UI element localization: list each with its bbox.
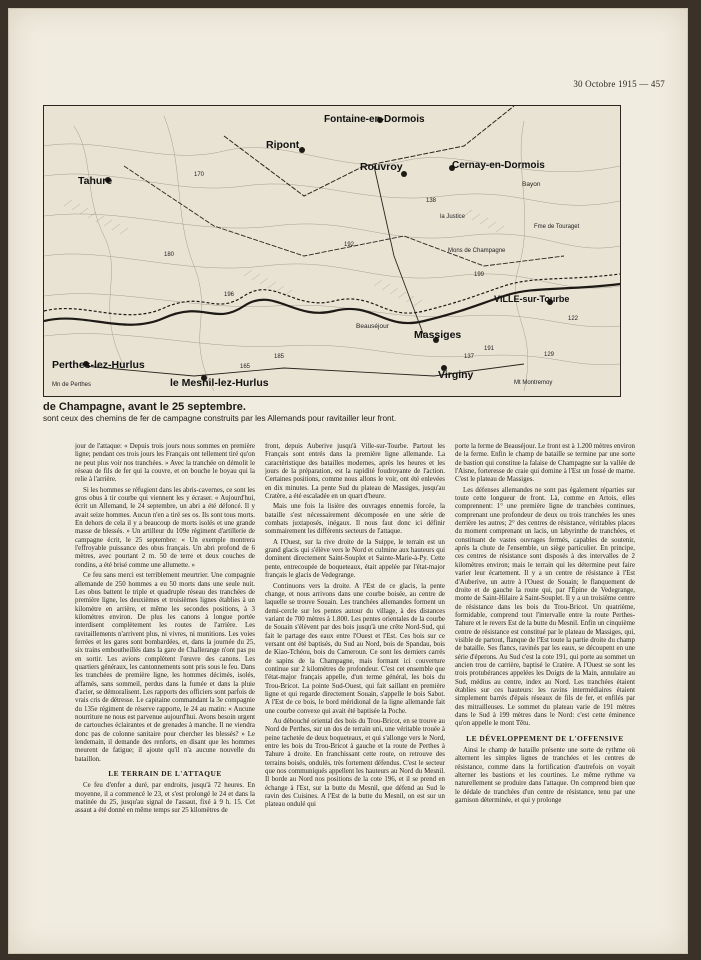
paragraph: Continuons vers la droite. A l'Est de ce glacis, la pente change, et nous arrivons dans une courbe boisée, au centre de laquelle se trouve Souain. Les tranchées allemandes forment un demi-cercle sur les pentes autour du village, à des distances variant de 700 mètres à 1.800. Les pentes orientales de la courbe de Souain s'élèvent par des bois jusqu'à une crête Nord-Sud, qui fait le partage des eaux entre l'Ouest et l'Est. Ces bois sur ce versant ont été baptisés, du Sud au Nord, bois de Spandau, bois de Kiao-Tchéou, bois du Cameroun. Ce sont les derniers carrés de sapins de la Champagne, mais formant ici couverture continue sur 2 kilomètres de profondeur. C'est cet ensemble que l'état-major français appelle, d'un terme général, les bois du Trou-Bricot. La pointe Sud-Ouest, qui fait saillant en première ligne et qui regarde directement Souain, s'appelle le bois Sabot. A l'Est de ce bois, le bord méridional de la ligne allemande fait une courbe convexe qui avait été baptisée la Poche. [265, 582, 445, 715]
paragraph: Mais une fois la lisière des ouvrages ennemis forcée, la bataille s'est nécessairement décomposée en une série de combats juxtaposés, inégaux. Il nous faut donc ici définir sommairement les différents secteurs de l'attaque. [265, 503, 445, 536]
article-columns [75, 443, 635, 943]
paragraph: front, depuis Auberive jusqu'à Ville-sur-Tourbe. Partout les Français sont entrés dans la première ligne allemande. La caractéristique des batailles modernes, après les heures et les jours de la préparation, est la rapidité foudroyante de l'action. Certaines positions, comme nous allons le voir, ont été enlevées en dix minutes. La pente Sud du plateau de Massiges, jusqu'au Cratère, a été escaladée en un quart d'heure. [265, 443, 445, 501]
section-heading: LE DÉVELOPPEMENT DE L'OFFENSIVE [466, 733, 624, 743]
spot-height: 170 [194, 172, 205, 178]
map-label-mesnil: le Mesnil-lez-Hurlus [170, 377, 269, 389]
article-column-3 [455, 443, 635, 943]
map-label-montremoy: Mt Montremoy [514, 380, 553, 386]
map-label-fontaine: Fontaine-en-Dormois [324, 114, 425, 125]
paragraph: Les défenses allemandes ne sont pas également réparties sur toute cette longueur de front. Là, comme en Artois, elles comprennent: 1° une première ligne de tranchées continues, comprenant une profondeur de deux ou trois tranchées les unes derrière les autres; 2° des centres de résistance, véritables places du moment comprenant un lacis, un labyrinthe de tranchées, et constituant de vastes ouvrages fermés, capables de soutenir, après la chute de l'ensemble, un siège particulier. En principe, ces centres de résistance sont disposés à des intervalles de 2 kilomètres environ; mais le terrain qui les détermine peut faire varier leur écartement. Il y a un centre de résistance à l'Est d'Auberive, un autre à l'Ouest de Souain; le flanquement de droite et de gauche la route qui, par l'Épine de Vedegrange, monte de Saint-Hilaire à Saint-Souplet. Il y a un troisième centre de résistance dans les bois du Trou-Bricot. Un quatrième, formidable, comprend tout l'intervalle entre la route Perthes-Tahure et le revers Est de la butte du Mesnil. Enfin un cinquième centre de résistance est constitué par le plateau de Massiges, qui, visible de partout, flanque de l'Est toute la partie droite du champ de bataille. Ses flancs, ravinés par les eaux, se découpent en une série d'éperons. Au Sud c'est la cote 191, qui porte au sommet un ancien trou de carrière, baptisé le Cratère. A l'Ouest se sont les trois protubérances appelées les Doigts de la Main, annulaire au Sud, médius au centre, index au Nord. Les tranchées étaient établies sur ces hauteurs: les ravins intermédiaires étaient simplement barrés d'épais réseaux de fils de fer, et enfilés par des mitrailleuses. Le sommet du plateau varie de 191 mètres dans le Sud à 199 mètres dans le Nord: c'est cette éminence qu'on appelle le mont Têtu. [455, 486, 635, 728]
section-heading: LE TERRAIN DE L'ATTAQUE [108, 769, 222, 779]
article-column-2 [265, 443, 445, 943]
map-label-tahure: Tahure [78, 175, 113, 187]
spot-height: 122 [568, 316, 579, 322]
spot-height: 199 [474, 272, 485, 278]
magazine-page [8, 8, 688, 954]
spot-height: 138 [426, 198, 437, 204]
map-label-ripont: Ripont [266, 139, 300, 151]
map-caption [43, 401, 643, 423]
article-column-1 [75, 443, 255, 943]
map-label-bayon: Bayon [522, 181, 541, 188]
paragraph: porte la ferme de Beauséjour. Le front est à 1.200 mètres environ de la ferme. Enfin le champ de bataille se termine par une sorte de bastion qui constitue la falaise de Champagne sur la vallée de l'Aisne, forteresse de craie qui domine à l'Est un fossé de marne. C'est le plateau de Massiges. [455, 443, 635, 484]
spot-height: 180 [164, 252, 175, 258]
paragraph: Ce feu d'enfer a duré, par endroits, jusqu'à 72 heures. En moyenne, il a commencé le 23, et s'est prolongé le 24 et dans la matinée du 25, jusqu'au signal de l'assaut, fixé à 9 h. 15. Cet assaut a été donné en même temps sur 25 kilomètres de [75, 782, 255, 815]
map-label-perthes: Perthes-lez-Hurlus [52, 359, 145, 371]
spot-height: 191 [484, 346, 495, 352]
map-label-justice: la Justice [440, 214, 466, 220]
spot-height: 165 [240, 364, 251, 370]
map-label-virginy: Virginy [438, 369, 474, 381]
battle-map [43, 105, 621, 397]
spot-height: 196 [224, 292, 235, 298]
spot-height: 129 [544, 352, 555, 358]
page-header: 30 Octobre 1915 — 457 [573, 79, 665, 89]
paragraph: A l'Ouest, sur la rive droite de la Suippe, le terrain est un grand glacis qui s'élève vers le Nord et culmine aux hauteurs qui dominent directement Saint-Souplet et Sainte-Marie-à-Py. Cette pente, entrecoupée de boqueteaux, était appelée par l'état-major français le glacis de Vedegrange. [265, 538, 445, 580]
spot-height: 192 [344, 242, 355, 248]
spot-height: 185 [274, 354, 285, 360]
paragraph: Au débouché oriental des bois du Trou-Bricot, en se trouve au Nord de Perthes, sur un dos de terrain uni, une véritable trouée à peine tachetée de deux boqueteaux, et qui s'allonge vers le Nord, entre les bois du Trou-Bricot à gauche et la route de Perthes à Tahure à droite. En franchissant cette route, on retrouve des terrains boisés, ondulés, très fortement défendus. C'est le secteur que nos communiqués appellent les hauteurs au Nord du Mesnil. Il borde au Nord nos positions de la cote 196, et il se prend en échange à l'Est, sur la butte du Mesnil, que défend au Sud le ravin des Cuisines. A l'Est de la butte du Mesnil, on est sur un plateau ondulé qui [265, 718, 445, 809]
paragraph: jour de l'attaque: « Depuis trois jours nous sommes en première ligne; pendant ces trois jours les Français ont tellement tiré qu'on ne peut plus voir nos tranchées. » Avec la tranchée on démolit le réseau de fils de fer qui la couvre, et on bouche le boyau qui la relie à l'arrière. [75, 443, 255, 484]
map-label-ville: VILLE-sur-Tourbe [494, 294, 570, 304]
map-label-massiges: Massiges [414, 329, 462, 341]
paragraph: Si les hommes se réfugient dans les abris-cavernes, ce sont les gros obus à tir courbe qui viennent les y écraser. « Aujourd'hui, écrit un Allemand, le 24 septembre, un abri a été défoncé. Il y avait seize hommes. Aucun n'en a tiré ses os. Ils sont tous morts. En dehors de cela il y a beaucoup de morts isolés et une grande masse de blessés. » Un artilleur du 109e régiment d'artillerie de campagne écrit, le 25 septembre: « Un exemple montrera l'effroyable puissance des obus français. Un abri profond de 6 mètres, avec pourtant 2 m. 50 de terre et deux couches de rondins, a été brisé comme une allumette. » [75, 486, 255, 569]
map-label-maisons: Mons de Champagne [448, 248, 506, 254]
paragraph: Ce feu sans merci est terriblement meurtrier. Une compagnie allemande de 250 hommes a eu 50 morts dans une seule nuit. Les obus battent le triple et quadruple réseau des tranchées de première ligne, les deuxièmes et troisièmes lignes établies à un kilomètre en arrière, et même les secondes positions, à 3 kilomètres environ. De plus les canons à longue portée interdisent complètement les routes de l'arrière. Les ravitaillements n'arrivent plus, ni vivres, ni munitions. Les voies ferrées et les gares sont bombardées, et, dans la journée du 25, six trains emboutheillés dans la gare de Challerange n'ont pas pu en sortir. Les avions complètent l'œuvre des canons. Les quartiers généraux, les cantonnements sont pris sous le feu. Dans les tranchées de première ligne, les hommes décimés, isolés, affamés, sans sommeil, perdus dans la fumée et dans la pluie d'acier, se démoralisent. Les rapports des officiers sont parfois de vrais cris de détresse. Le capitaine commandant la 3e compagnie du 135e régiment de réserve rapporte, le 24 au matin: « Aucune nourriture ne nous est parvenue aujourd'hui. Avons besoin urgent de cartouches éclairantes et de grenades à manche. Il ne viendra donc pas de colonne sanitaire pour chercher les blessés? » Le lendemain, il demande des renforts, en disant que les hommes meurent de fatigue; il ajoute qu'il n'a aucune nouvelle du bataillon. [75, 572, 255, 763]
caption-title: de Champagne, avant le 25 septembre. [43, 401, 246, 413]
map-label-cernay: Cernay-en-Dormois [452, 160, 545, 171]
paragraph: Ainsi le champ de bataille présente une sorte de rythme où alternent les simples lignes de tranchées et les centres de résistance, comme dans la fortification d'autrefois on voyait alterner les bastions et les courtines. Le même rythme va naturellement se produire dans l'attaque. On comprend bien que le dédale de tranchées d'un centre de résistance, tenu par une garnison déterminée, et qui y prolonge [455, 747, 635, 805]
spot-height: 137 [464, 354, 475, 360]
map-label-rouvroy: Rouvroy [360, 161, 403, 173]
map-drawing [44, 106, 620, 396]
map-label-beausejour: Beauséjour [356, 323, 389, 330]
map-label-perthes-small: Mn de Perthes [52, 382, 92, 388]
map-label-tourelle: Fme de Touraget [534, 224, 580, 230]
caption-subtitle: sont ceux des chemins de fer de campagne construits par les Allemands pour ravitailler leur front. [43, 414, 397, 423]
